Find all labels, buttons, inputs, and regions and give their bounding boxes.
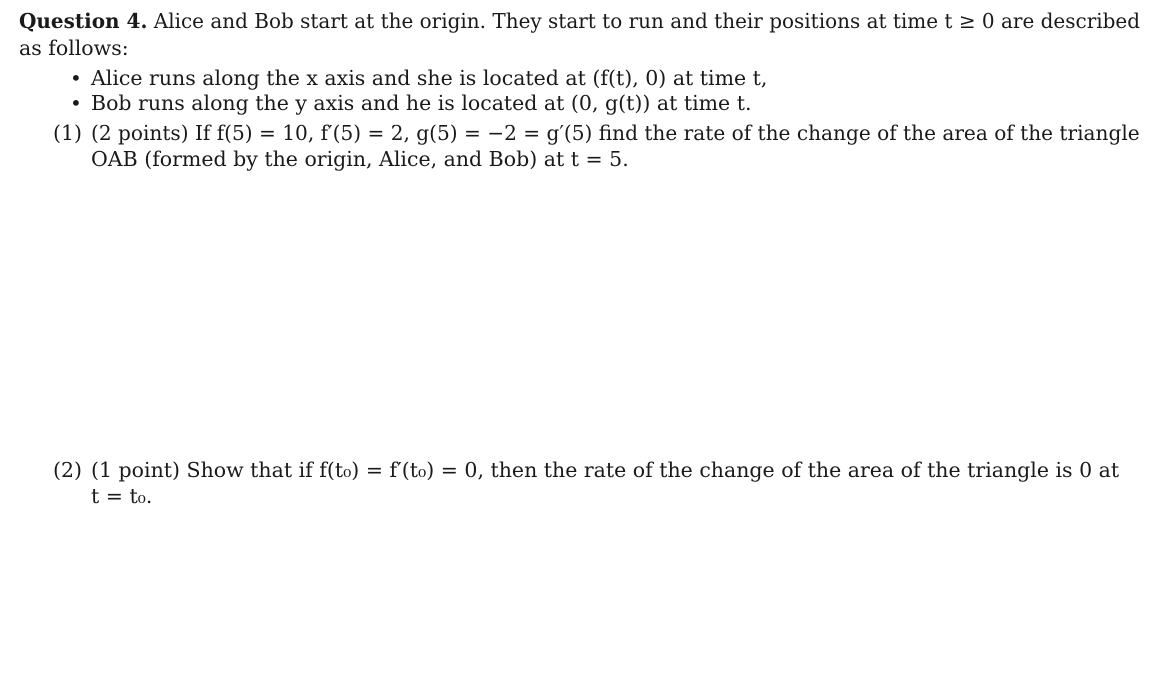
question-label: Question 4.: [19, 9, 148, 33]
question-intro-line-1: Alice and Bob start at the origin. They start to run and their positions at time t ≥ 0 are described: [153, 9, 1141, 33]
bullet-item-alice: Alice runs along the x axis and she is located at (f(t), 0) at time t,: [91, 66, 768, 90]
bullet-symbol: •: [70, 91, 82, 115]
part-number: (1): [53, 121, 83, 145]
bullet-symbol: •: [70, 66, 82, 90]
part-1-line-2: OAB (formed by the origin, Alice, and Bob) at t = 5.: [91, 147, 629, 171]
question-line-1: [19, 9, 1140, 33]
bullet-item-bob: Bob runs along the y axis and he is located at (0, g(t)) at time t.: [91, 91, 752, 115]
part-number: (2): [53, 458, 83, 482]
part-2-line-2: t = t₀.: [91, 484, 153, 508]
part-2-line-1: (1 point) Show that if f(t₀) = f′(t₀) = 0, then the rate of the change of the area of the triangle is 0 at: [91, 458, 1120, 482]
question-intro-line-2: as follows:: [19, 36, 129, 60]
part-1-line-1: (2 points) If f(5) = 10, f′(5) = 2, g(5) = −2 = g′(5) find the rate of the change of the area of the triangle: [91, 121, 1140, 145]
